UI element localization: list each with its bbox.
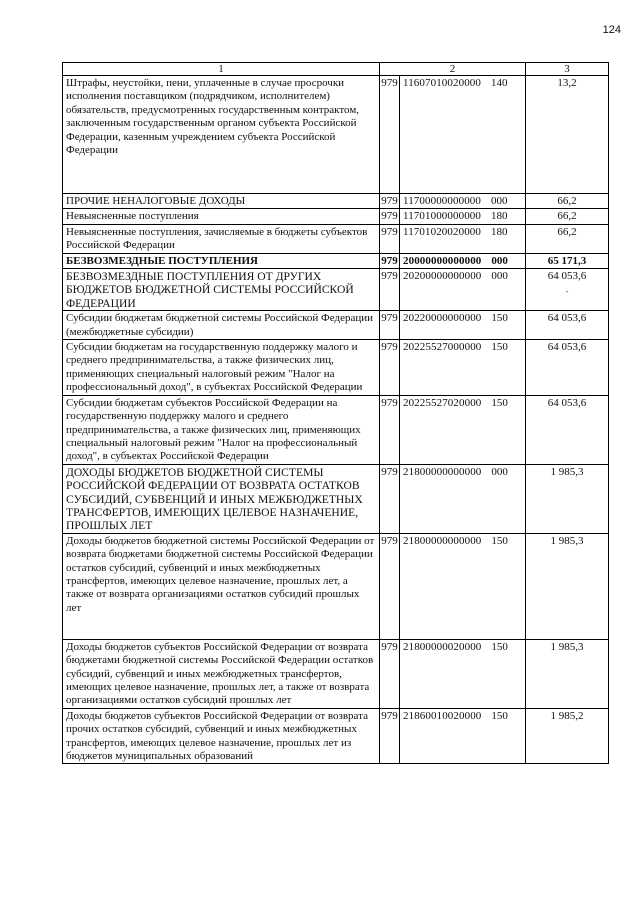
admin-code: 979 bbox=[380, 708, 400, 764]
row-value: 64 053,6 bbox=[526, 395, 609, 464]
table-row bbox=[63, 464, 609, 533]
kbk-code: 20200000000000 bbox=[403, 270, 482, 283]
kbk-code: 20225527020000 bbox=[403, 396, 482, 409]
row-name: ДОХОДЫ БЮДЖЕТОВ БЮДЖЕТНОЙ СИСТЕМЫ РОССИЙСКОЙ ФЕДЕРАЦИИ ОТ ВОЗВРАТА ОСТАТКОВ СУБСИДИЙ, СУБВЕНЦИЙ И ИНЫХ МЕЖБЮДЖЕТНЫХ ТРАНСФЕРТОВ, ИМЕЮЩИХ ЦЕЛЕВОЕ НАЗНАЧЕНИЕ, ПРОШЛЫХ ЛЕТ bbox=[63, 464, 380, 533]
admin-code: 979 bbox=[380, 269, 400, 311]
admin-code: 979 bbox=[380, 464, 400, 533]
economic-code: 000 bbox=[491, 195, 508, 207]
row-value: 66,2 bbox=[526, 209, 609, 224]
table-row bbox=[63, 311, 609, 340]
budget-code bbox=[400, 395, 526, 464]
economic-code: 150 bbox=[491, 396, 508, 409]
economic-code: 000 bbox=[491, 270, 508, 283]
row-name: Доходы бюджетов субъектов Российской Федерации от возврата прочих остатков субсидий, субвенций и иных межбюджетных трансфертов, имеющих целевое назначение, прошлых лет из бюджетов муниципальных образований bbox=[63, 708, 380, 764]
row-value: 64 053,6 bbox=[526, 311, 609, 340]
dash-mark: - bbox=[565, 286, 569, 297]
budget-code bbox=[400, 253, 526, 268]
economic-code: 150 bbox=[491, 709, 508, 722]
table-row bbox=[63, 708, 609, 764]
admin-code: 979 bbox=[380, 76, 400, 194]
row-value: 1 985,2 bbox=[526, 708, 609, 764]
budget-code bbox=[400, 311, 526, 340]
economic-code: 000 bbox=[491, 254, 508, 267]
row-name: Доходы бюджетов бюджетной системы Российской Федерации от возврата бюджетами бюджетной системы Российской Федерации остатков субсидий, субвенций и иных межбюджетных трансфертов, имеющих целевое назначение, прошлых лет, а также от возврата организациями остатков субсидий прошлых лет bbox=[63, 533, 380, 639]
kbk-code: 21800000020000 bbox=[403, 640, 482, 653]
kbk-code: 11700000000000 bbox=[403, 195, 481, 207]
budget-code bbox=[400, 340, 526, 396]
admin-code: 979 bbox=[380, 224, 400, 253]
row-value: 66,2 bbox=[526, 224, 609, 253]
row-value: 1 985,3 bbox=[526, 639, 609, 708]
budget-code bbox=[400, 533, 526, 639]
admin-code: 979 bbox=[380, 639, 400, 708]
kbk-code: 11607010020000 bbox=[403, 77, 481, 89]
admin-code: 979 bbox=[380, 533, 400, 639]
admin-code: 979 bbox=[381, 210, 398, 223]
table-row bbox=[63, 76, 609, 194]
row-name: Субсидии бюджетам на государственную поддержку малого и среднего предпринимательства, а также физических лиц, применяющих специальный налоговый режим "Налог на профессиональный доход", в субъектах Российской Федерации bbox=[63, 340, 380, 396]
row-name: Доходы бюджетов субъектов Российской Федерации от возврата бюджетами бюджетной системы Российской Федерации остатков субсидий, субвенций и иных межбюджетных трансфертов, имеющих целевое назначение, прошлых лет, а также от возврата организациями остатков субсидий прошлых лет bbox=[63, 639, 380, 708]
admin-code: 979 bbox=[380, 311, 400, 340]
economic-code: 000 bbox=[491, 465, 508, 478]
table-row bbox=[63, 253, 609, 268]
row-name: БЕЗВОЗМЕЗДНЫЕ ПОСТУПЛЕНИЯ ОТ ДРУГИХ БЮДЖЕТОВ БЮДЖЕТНОЙ СИСТЕМЫ РОССИЙСКОЙ ФЕДЕРАЦИИ bbox=[63, 269, 380, 311]
budget-code bbox=[400, 76, 526, 194]
economic-code: 180 bbox=[491, 225, 508, 238]
table-row bbox=[63, 639, 609, 708]
budget-code bbox=[400, 224, 526, 253]
budget-code bbox=[400, 464, 526, 533]
table-row bbox=[63, 224, 609, 253]
row-value: 64 053,6 bbox=[526, 340, 609, 396]
budget-code bbox=[400, 194, 526, 209]
row-name: Невыясненные поступления bbox=[63, 209, 380, 224]
page-number: 124 bbox=[602, 24, 621, 36]
row-name: БЕЗВОЗМЕЗДНЫЕ ПОСТУПЛЕНИЯ bbox=[63, 253, 380, 268]
table-row bbox=[63, 533, 609, 639]
row-name: Субсидии бюджетам субъектов Российской Федерации на государственную поддержку малого и среднего предпринимательства, а также физических лиц, применяющих специальный налоговый режим "Налог на профессиональный доход", в субъектах Российской Федерации bbox=[63, 395, 380, 464]
budget-code bbox=[400, 639, 526, 708]
economic-code: 150 bbox=[491, 312, 508, 325]
row-value bbox=[526, 269, 609, 311]
row-name: Субсидии бюджетам бюджетной системы Российской Федерации (межбюджетные субсидии) bbox=[63, 311, 380, 340]
economic-code: 150 bbox=[491, 640, 508, 653]
admin-code: 979 bbox=[380, 340, 400, 396]
header-col-2: 2 bbox=[380, 63, 526, 76]
row-value-text: 64 053,6 bbox=[547, 270, 587, 283]
table-header-row bbox=[63, 63, 609, 76]
row-name: Штрафы, неустойки, пени, уплаченные в случае просрочки исполнения поставщиком (подрядчиком, исполнителем) обязательств, предусмотренных государственным контрактом, заключенным государственным органом субъекта Российской Федерации, казенным учреждением субъекта Российской Федерации bbox=[63, 76, 380, 194]
budget-code bbox=[400, 708, 526, 764]
row-value: 66,2 bbox=[526, 194, 609, 209]
economic-code: 180 bbox=[491, 210, 508, 223]
admin-code: 979 bbox=[381, 254, 398, 267]
economic-code: 150 bbox=[491, 341, 508, 354]
kbk-code: 20220000000000 bbox=[403, 312, 482, 325]
header-col-1: 1 bbox=[63, 63, 380, 76]
kbk-code: 20225527000000 bbox=[403, 341, 482, 354]
admin-code: 979 bbox=[380, 395, 400, 464]
kbk-code: 21800000000000 bbox=[403, 534, 482, 547]
table-row bbox=[63, 269, 609, 311]
economic-code: 150 bbox=[491, 534, 508, 547]
budget-code bbox=[400, 209, 526, 224]
row-value: 1 985,3 bbox=[526, 464, 609, 533]
table-row bbox=[63, 395, 609, 464]
row-name: ПРОЧИЕ НЕНАЛОГОВЫЕ ДОХОДЫ bbox=[63, 194, 380, 209]
budget-code bbox=[400, 269, 526, 311]
table-row bbox=[63, 340, 609, 396]
kbk-code: 20000000000000 bbox=[403, 254, 482, 267]
kbk-code: 11701020020000 bbox=[403, 225, 481, 238]
kbk-code: 11701000000000 bbox=[403, 210, 481, 223]
table-row bbox=[63, 194, 609, 209]
row-name: Невыясненные поступления, зачисляемые в бюджеты субъектов Российской Федерации bbox=[63, 224, 380, 253]
kbk-code: 21860010020000 bbox=[403, 709, 482, 722]
table-row bbox=[63, 209, 609, 224]
row-value: 65 171,3 bbox=[526, 253, 609, 268]
kbk-code: 21800000000000 bbox=[403, 465, 482, 478]
admin-code: 979 bbox=[381, 195, 398, 207]
header-col-3: 3 bbox=[526, 63, 609, 76]
economic-code: 140 bbox=[491, 77, 508, 89]
revenue-table bbox=[62, 62, 609, 764]
row-value: 1 985,3 bbox=[526, 533, 609, 639]
row-value: 13,2 bbox=[526, 76, 609, 194]
